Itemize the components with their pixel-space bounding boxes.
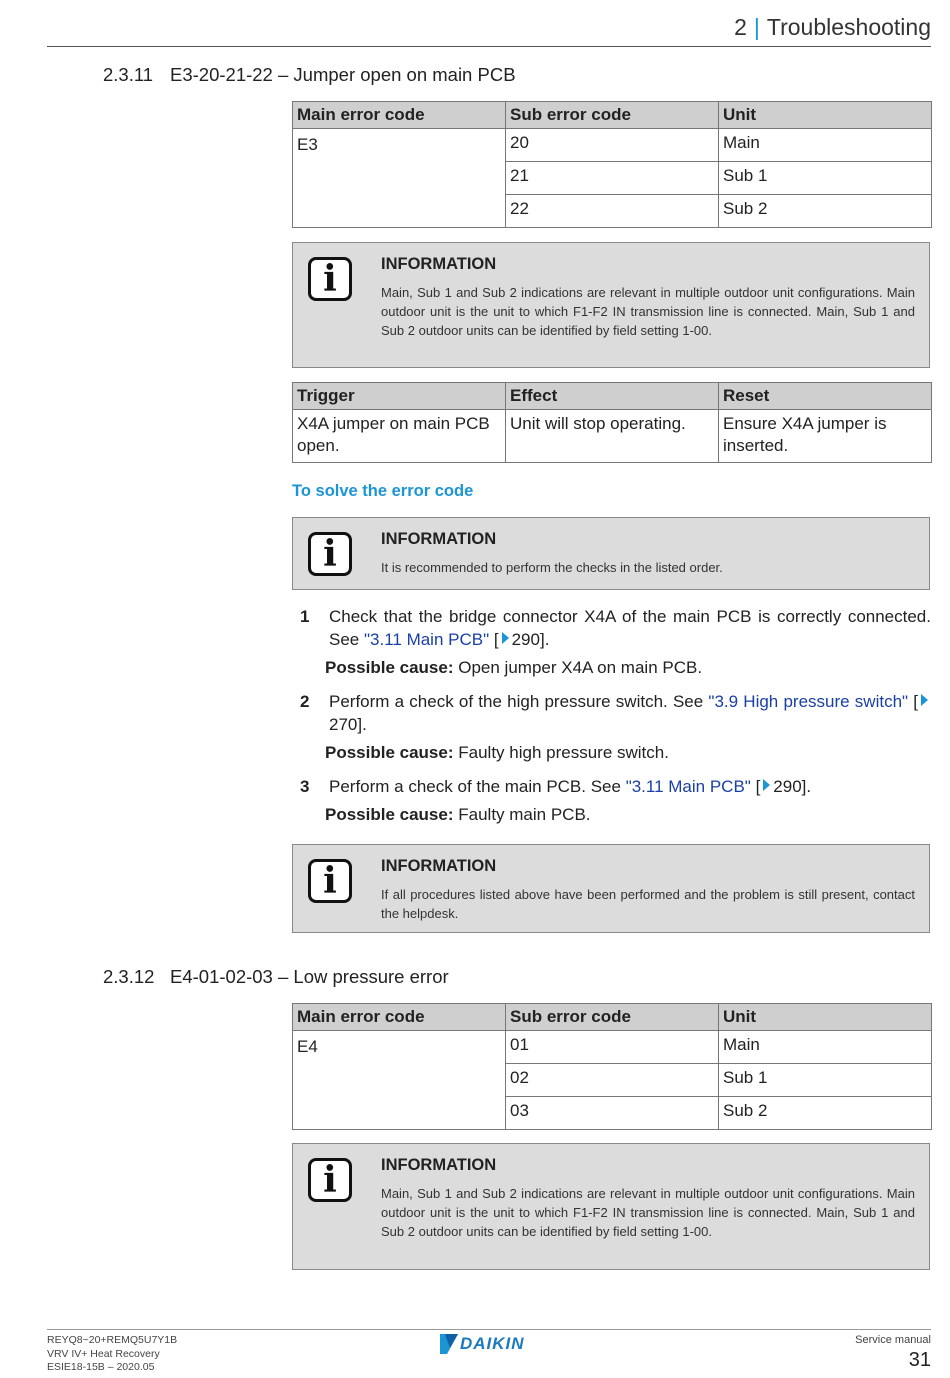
cross-reference-link[interactable]: "3.11 Main PCB" (625, 777, 751, 796)
information-text: Main, Sub 1 and Sub 2 indications are relevant in multiple outdoor unit configurations. Main outdoor unit is the unit to which F1-F2 IN transmission line is connected. Main, Sub 1 and Sub 2 outdoor units can be identified by field setting 1-00. (381, 1186, 915, 1239)
information-box (292, 844, 930, 933)
information-text: It is recommended to perform the checks in the listed order. (381, 560, 723, 575)
header-sub-error-code: Sub error code (506, 1004, 719, 1031)
footer-document-info (47, 1334, 177, 1375)
step-text: Perform a check of the main PCB. See "3.11 Main PCB" [ 290]. (329, 777, 812, 796)
unit-cell: Sub 2 (719, 1097, 932, 1130)
section-title: E4-01-02-03 – Low pressure error (170, 966, 449, 987)
daikin-logo (438, 1333, 542, 1355)
information-box (292, 242, 930, 368)
step-item (300, 605, 931, 651)
daikin-logo-icon (438, 1333, 460, 1355)
step-item (300, 775, 931, 798)
chapter-title: Troubleshooting (766, 14, 931, 40)
step-instruction: Perform a check of the main PCB. See (329, 777, 626, 796)
sub-error-code-cell: 03 (506, 1097, 719, 1130)
section-number: 2.3.11 (103, 64, 154, 85)
cause-text: Faulty high pressure switch. (458, 743, 669, 762)
step-instruction: Check that the bridge connector X4A of the main PCB is correctly connected. See (329, 607, 931, 649)
effect-cell: Unit will stop operating. (506, 410, 719, 463)
page-arrow-icon (921, 694, 928, 706)
header-rule (47, 46, 931, 47)
sub-error-code-cell: 22 (506, 195, 719, 228)
main-error-code-cell: E4 (293, 1031, 506, 1130)
cause-text: Open jumper X4A on main PCB. (458, 658, 703, 677)
cause-text: Faulty main PCB. (458, 805, 591, 824)
main-error-code-cell: E3 (293, 129, 506, 228)
header-effect: Effect (506, 383, 719, 410)
information-box (292, 517, 930, 590)
page-reference[interactable]: 290 (511, 630, 540, 649)
step-text: Check that the bridge connector X4A of the main PCB is correctly connected. See "3.11 Main PCB" [ 290]. (329, 607, 931, 649)
footer-doc-code: ESIE18-15B – 2020.05 (47, 1361, 155, 1373)
header-main-error-code: Main error code (293, 1004, 506, 1031)
information-box (292, 1143, 930, 1270)
chapter-header (734, 14, 931, 41)
sub-error-code-cell: 01 (506, 1031, 719, 1064)
sub-error-code-cell: 21 (506, 162, 719, 195)
section-heading-2-3-12 (103, 966, 449, 988)
table-row (293, 410, 932, 463)
section-number: 2.3.12 (103, 966, 155, 987)
footer-doc-type: Service manual (855, 1334, 931, 1346)
solve-heading: To solve the error code (292, 482, 474, 500)
cross-reference-link[interactable]: "3.11 Main PCB" (363, 630, 490, 649)
section-heading-2-3-11 (103, 64, 516, 86)
header-trigger: Trigger (293, 383, 506, 410)
possible-cause (325, 743, 669, 763)
unit-cell: Main (719, 1031, 932, 1064)
page-reference[interactable]: 270 (329, 715, 358, 734)
information-icon: i (308, 532, 352, 576)
sub-error-code-cell: 02 (506, 1064, 719, 1097)
header-unit: Unit (719, 1004, 932, 1031)
header-sub-error-code: Sub error code (506, 102, 719, 129)
chapter-number: 2 (734, 14, 747, 40)
unit-cell: Sub 1 (719, 162, 932, 195)
footer-model: REYQ8~20+REMQ5U7Y1B (47, 1334, 178, 1346)
information-icon: i (308, 859, 352, 903)
section-title: E3-20-21-22 – Jumper open on main PCB (170, 64, 516, 85)
possible-cause (325, 658, 702, 678)
step-number: 1 (300, 607, 310, 626)
step-text: Perform a check of the high pressure switch. See "3.9 High pressure switch" [270]. (329, 690, 931, 736)
table-header-row (293, 102, 932, 129)
unit-cell: Sub 1 (719, 1064, 932, 1097)
error-code-table-e4 (292, 1003, 932, 1130)
table-header-row (293, 383, 932, 410)
page-number: 31 (908, 1349, 931, 1371)
sub-error-code-cell: 20 (506, 129, 719, 162)
step-number: 2 (300, 692, 310, 711)
header-separator: | (753, 14, 760, 40)
cause-label: Possible cause: (325, 743, 454, 762)
page-arrow-icon (763, 779, 770, 791)
information-icon: i (308, 257, 352, 301)
information-title: INFORMATION (381, 255, 497, 273)
logo-wordmark: DAIKIN (460, 1334, 525, 1353)
error-code-table-e3 (292, 101, 932, 228)
reset-cell: Ensure X4A jumper is inserted. (719, 410, 932, 463)
page-arrow-icon (502, 632, 509, 644)
page-reference[interactable]: 290 (773, 777, 802, 796)
trigger-cell: X4A jumper on main PCB open. (293, 410, 506, 463)
header-reset: Reset (719, 383, 932, 410)
information-title: INFORMATION (381, 857, 497, 875)
unit-cell: Main (719, 129, 932, 162)
header-main-error-code: Main error code (293, 102, 506, 129)
possible-cause (325, 805, 591, 825)
step-item (300, 690, 931, 736)
information-icon: i (308, 1158, 352, 1202)
information-text: Main, Sub 1 and Sub 2 indications are relevant in multiple outdoor unit configurations. Main outdoor unit is the unit to which F1-F2 IN transmission line is connected. Main, Sub 1 and Sub 2 outdoor units can be identified by field setting 1-00. (381, 285, 915, 338)
header-unit: Unit (719, 102, 932, 129)
information-title: INFORMATION (381, 1156, 497, 1174)
information-title: INFORMATION (381, 530, 497, 548)
footer-rule (47, 1329, 931, 1330)
table-row (293, 1031, 932, 1064)
step-instruction: Perform a check of the high pressure switch. See (329, 692, 709, 711)
cause-label: Possible cause: (325, 658, 454, 677)
cause-label: Possible cause: (325, 805, 454, 824)
information-text: If all procedures listed above have been performed and the problem is still present, contact the helpdesk. (381, 887, 915, 921)
table-header-row (293, 1004, 932, 1031)
trigger-effect-reset-table (292, 382, 932, 463)
footer-product: VRV IV+ Heat Recovery (47, 1347, 160, 1360)
cross-reference-link[interactable]: "3.9 High pressure switch" (708, 692, 909, 711)
unit-cell: Sub 2 (719, 195, 932, 228)
step-number: 3 (300, 777, 310, 796)
table-row (293, 129, 932, 162)
